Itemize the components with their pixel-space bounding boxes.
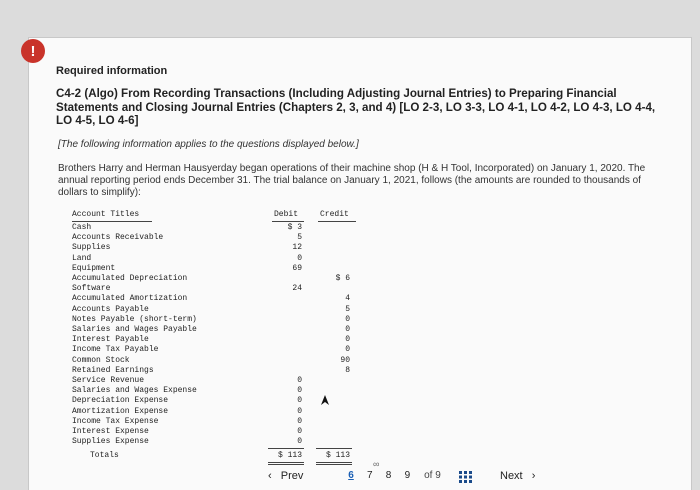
credit-value: 8 [345, 365, 350, 375]
subtotal-rule [316, 448, 352, 449]
account-title: Income Tax Expense [72, 416, 159, 426]
debit-value: 0 [297, 437, 302, 447]
account-title: Salaries and Wages Payable [72, 325, 197, 334]
table-row [68, 284, 358, 294]
account-title: Equipment [72, 263, 116, 273]
account-title: Interest Expense [72, 427, 149, 436]
debit-value: 0 [297, 386, 302, 396]
debit-header: Debit [274, 210, 299, 219]
totals-row [68, 451, 358, 461]
trial-balance-table [68, 210, 358, 462]
total-double-rule [316, 462, 352, 465]
table-row [68, 233, 358, 243]
table-row [68, 386, 358, 396]
debit-value: $ 3 [287, 223, 302, 232]
prev-label: Prev [280, 470, 304, 482]
page-selector [345, 470, 441, 481]
subtotal-rule [268, 448, 304, 449]
intro-paragraph: Brothers Harry and Herman Hausyerday began operations of their machine shop (H & H Tool, Incorporated) on January 1, 2020. The annual reporting period ends December 31. The trial balance on January 1, 2021, follows (the amounts are rounded to thousands of dollars to simplify): [58, 163, 646, 198]
debit-value: 0 [297, 396, 302, 406]
table-row [68, 254, 358, 264]
mouse-cursor-icon [320, 393, 330, 411]
debit-value: 69 [292, 263, 302, 273]
debit-value: 0 [297, 406, 302, 416]
credit-value: 0 [345, 345, 350, 355]
table-row [68, 417, 358, 427]
account-title: Accounts Payable [72, 304, 149, 314]
table-row [68, 427, 358, 437]
table-row [68, 325, 358, 335]
page-count: of 9 [424, 470, 441, 481]
prev-button[interactable] [268, 470, 303, 482]
table-row [68, 437, 358, 447]
account-title: Notes Payable (short-term) [72, 314, 197, 324]
table-row [68, 274, 358, 284]
page-9[interactable]: 9 [404, 470, 411, 481]
table-row [68, 376, 358, 386]
credit-value: 90 [340, 355, 350, 365]
credit-value: 5 [345, 304, 350, 314]
credit-value: 4 [345, 294, 350, 304]
debit-value: 12 [292, 243, 302, 253]
page-7[interactable]: 7 [367, 470, 373, 481]
table-row [68, 366, 358, 376]
account-title: Software [72, 284, 111, 294]
account-title: Salaries and Wages Expense [72, 386, 197, 396]
applies-note: [The following information applies to the questions displayed below.] [58, 139, 359, 150]
table-row [68, 396, 358, 406]
table-row [68, 305, 358, 315]
credit-value: 0 [345, 314, 350, 324]
account-title: Interest Payable [72, 335, 149, 345]
alert-icon: ! [21, 39, 45, 63]
page-6[interactable]: 6 [348, 470, 354, 481]
debit-value: 0 [297, 416, 302, 426]
required-information-label: Required information [56, 65, 168, 77]
debit-value: 24 [292, 284, 302, 294]
table-row [68, 407, 358, 417]
grid-icon[interactable] [459, 470, 473, 488]
account-title: Cash [72, 223, 92, 232]
totals-credit: $ 113 [325, 451, 350, 461]
totals-label: Totals [90, 451, 119, 461]
next-button[interactable] [500, 470, 535, 482]
account-title: Supplies [72, 243, 111, 253]
table-row [68, 356, 358, 366]
account-title: Service Revenue [72, 376, 145, 385]
header-rule [318, 221, 356, 222]
credit-value: $ 6 [335, 274, 350, 283]
debit-value: 0 [297, 376, 302, 385]
table-row [68, 345, 358, 355]
account-title: Common Stock [72, 355, 130, 365]
table-row [68, 243, 358, 253]
total-double-rule [268, 462, 304, 465]
account-title: Land [72, 253, 92, 263]
account-titles-header: Account Titles [72, 210, 140, 219]
table-row [68, 335, 358, 345]
totals-debit: $ 113 [277, 451, 302, 461]
credit-value: 0 [345, 335, 350, 345]
table-row [68, 264, 358, 274]
credit-header: Credit [320, 210, 349, 219]
table-row [68, 294, 358, 304]
table-row [68, 223, 358, 233]
link-icon: ∞ [373, 459, 380, 469]
credit-value: 0 [345, 325, 350, 334]
account-title: Income Tax Payable [72, 345, 159, 355]
account-title: Accumulated Depreciation [72, 274, 188, 283]
next-label: Next [500, 470, 523, 482]
header-rule [272, 221, 304, 222]
chevron-right-icon: › [531, 470, 536, 482]
account-title: Accounts Receivable [72, 233, 164, 243]
page-8[interactable]: 8 [385, 470, 392, 481]
header-rule [72, 221, 152, 222]
debit-value: 0 [297, 253, 302, 263]
debit-value: 0 [297, 427, 302, 436]
chevron-left-icon: ‹ [268, 470, 272, 482]
question-heading: C4-2 (Algo) From Recording Transactions (Including Adjusting Journal Entries) to Preparing Financial Statements and Closing Journal Entries (Chapters 2, 3, and 4) [LO 2-3, LO 3-3, LO 4-1, LO 4-2, LO 4-3, LO 4-4, LO 4-5, LO 4-6] [56, 87, 656, 127]
account-title: Depreciation Expense [72, 396, 169, 406]
table-row [68, 315, 358, 325]
account-title: Amortization Expense [72, 406, 169, 416]
debit-value: 5 [297, 233, 302, 243]
account-title: Accumulated Amortization [72, 294, 188, 304]
account-title: Supplies Expense [72, 437, 149, 447]
account-title: Retained Earnings [72, 365, 154, 375]
